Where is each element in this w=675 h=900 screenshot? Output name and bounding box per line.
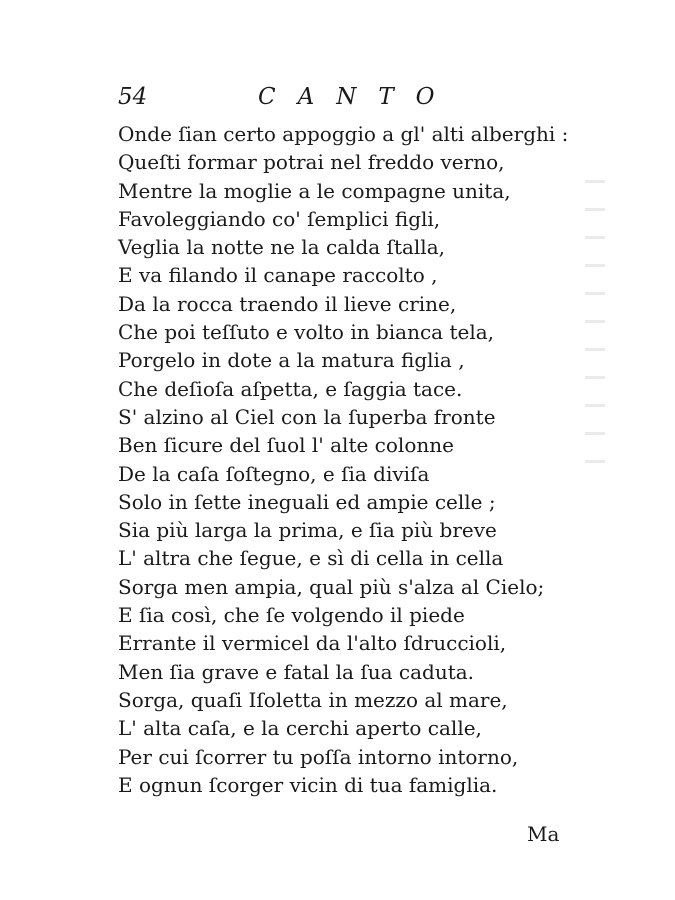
verse-line: L' altra che ſegue, e sì di cella in cella xyxy=(118,546,504,571)
verse-line: Per cui ſcorrer tu poſſa intorno intorno, xyxy=(118,744,519,769)
verse-line: Solo in ſette ineguali ed ampie celle ; xyxy=(118,489,496,514)
verse-line: E ognun ſcorger vicin di tua famiglia. xyxy=(118,772,498,797)
verse-block xyxy=(118,120,578,799)
verse-line: Da la rocca traendo il lieve crine, xyxy=(118,291,457,316)
running-head: CANTO xyxy=(258,84,457,110)
verse-line: L' alta caſa, e la cerchi aperto calle, xyxy=(118,716,482,741)
show-through-marks xyxy=(585,180,605,480)
verse-line: Che poi teſſuto e volto in bianca tela, xyxy=(118,320,495,345)
verse-line: Che deſioſa aſpetta, e ſaggia tace. xyxy=(118,376,463,401)
page-number: 54 xyxy=(118,84,148,110)
verse-line: Veglia la notte ne la calda ſtalla, xyxy=(118,235,445,260)
verse-line: Queſti formar potrai nel freddo verno, xyxy=(118,150,505,175)
verse-line: Sia più larga la prima, e ſia più breve xyxy=(118,518,497,543)
verse-line: De la caſa ſoſtegno, e ſia diviſa xyxy=(118,461,430,486)
verse-line: Errante il vermicel da l'alto ſdruccioli, xyxy=(118,631,507,656)
verse-line: S' alzino al Ciel con la ſuperba fronte xyxy=(118,404,496,429)
verse-line: E va filando il canape raccolto , xyxy=(118,263,438,288)
verse-line: Sorga, quaſi Iſoletta in mezzo al mare, xyxy=(118,687,508,712)
catchword: Ma xyxy=(527,822,560,846)
verse-line: Men ſia grave e fatal la ſua caduta. xyxy=(118,659,475,684)
verse-line: Favoleggiando co' ſemplici figli, xyxy=(118,206,441,231)
verse-line: Ben ſicure del ſuol l' alte colonne xyxy=(118,433,454,458)
verse-line: Mentre la moglie a le compagne unita, xyxy=(118,178,511,203)
verse-line: Onde ſian certo appoggio a gl' alti alberghi : xyxy=(118,122,569,146)
verse-line: E ſia così, che ſe volgendo il piede xyxy=(118,603,465,628)
verse-line: Porgelo in dote a la matura figlia , xyxy=(118,348,465,373)
verse-line: Sorga men ampia, qual più s'alza al Cielo; xyxy=(118,574,545,599)
